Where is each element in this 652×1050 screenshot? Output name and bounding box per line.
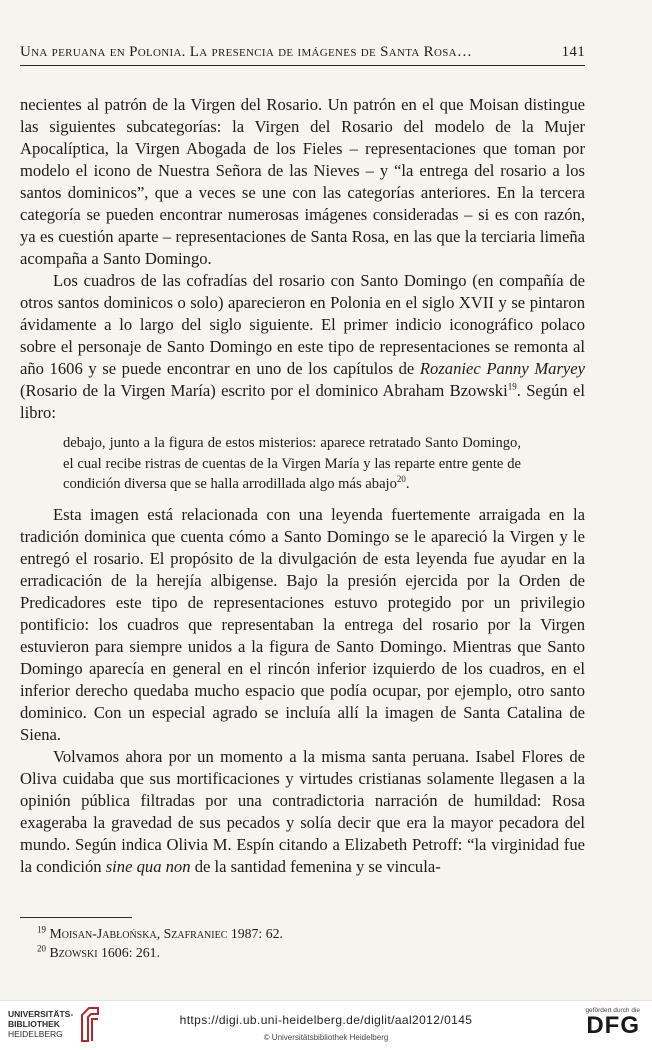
copyright: © Universitätsbibliothek Heidelberg bbox=[263, 1033, 389, 1042]
paragraph-2-text-b: (Rosario de la Virgen María) escrito por el dominico Abraham Bzowski bbox=[20, 381, 508, 400]
page-number: 141 bbox=[561, 44, 585, 60]
footnote-20 bbox=[37, 943, 283, 962]
footnote-rule bbox=[20, 917, 132, 918]
quote-end: . bbox=[405, 476, 410, 492]
main-text bbox=[20, 94, 585, 878]
block-quote bbox=[63, 433, 521, 495]
running-header bbox=[20, 44, 585, 61]
paragraph-1: necientes al patrón de la Virgen del Rosario. Un patrón en el que Moisan distingue las siguientes subcategorías: la Virgen del Rosario del modelo de la Mujer Apocalíptica, la Virgen Abogada de los Fieles – representaciones que toman por modelo el icono de Nuestra Señora de las Nieves – y “la entrega del rosario a los santos dominicos”, que a veces se une con las categorías anteriores. En la tercera categoría se pueden encontrar numerosas imágenes consideradas – si es con razón, ya es cuestión aparte – representaciones de Santa Rosa, en las que la terciaria limeña acompaña a Santo Domingo. bbox=[20, 95, 585, 268]
dfg-mark: DFG bbox=[586, 1012, 640, 1039]
header-rule bbox=[20, 65, 585, 66]
footnote-author: Moisan-Jabłońska, Szafraniec bbox=[49, 926, 228, 941]
paragraph-4 bbox=[20, 746, 585, 878]
footnote-ref-19[interactable]: 19 bbox=[507, 381, 517, 392]
footnotes bbox=[37, 924, 283, 962]
footnote-reference: 1987: 62. bbox=[227, 926, 283, 941]
paragraph-4-text: Volvamos ahora por un momento a la misma santa peruana. Isabel Flores de Oliva cuidaba que sus mortificaciones y virtudes cristianas solamente llegasen a la opinión pública filtradas por una contradictoria narración de humildad: Rosa exageraba la gravedad de sus pecados y solía decir que era la mayor pecadora del mundo. Según indica Olivia M. Espín citando a Elizabeth Petroff: “la virginidad fue la condición bbox=[20, 746, 585, 876]
footnote-19 bbox=[37, 924, 283, 943]
permalink[interactable]: https://digi.ub.uni-heidelberg.de/diglit/aal2012/0145 bbox=[179, 1013, 473, 1027]
footnote-number: 19 bbox=[37, 924, 46, 935]
digitization-footer bbox=[0, 1000, 652, 1050]
footnote-number: 20 bbox=[37, 943, 46, 954]
footnote-author: Bzowski bbox=[49, 945, 98, 960]
paragraph-3: Esta imagen está relacionada con una leyenda fuertemente arraigada en la tradición dominica que cuenta cómo a Santo Domingo se le apareció la Virgen y le entregó el rosario. El propósito de la divulgación de esta leyenda fue ayudar en la erradicación de la herejía albigense. Bajo la presión ejercida por la Orden de Predicadores este tipo de representaciones estuvo protegido por un privilegio pontificio: los cuadros que representaban la entrega del rosario por la Virgen estuvieron para siempre unidos a la figura de Santo Domingo. Mientras que Santo Domingo aparecía en general en el rincón inferior izquierdo de los cuadros, en el inferior derecho quedaba mucho espacio que podía ocupar, por ejemplo, otro santo dominico. Con un especial agrado se incluía allí la imagen de Santa Catalina de Siena. bbox=[20, 504, 585, 744]
funder-note: gefördert durch die bbox=[585, 1007, 640, 1014]
book-title: Rozaniec Panny Maryey bbox=[419, 359, 585, 378]
running-title: Una peruana en Polonia. La presencia de imágenes de Santa Rosa… bbox=[20, 44, 473, 60]
paragraph-4-text-b: de la santidad femenina y se vincula- bbox=[194, 856, 441, 876]
footnote-reference: 1606: 261. bbox=[97, 945, 161, 960]
paragraph-2-text-c: . Según el libro: bbox=[20, 381, 586, 422]
quote-text: debajo, junto a la figura de estos misterios: aparece retratado Santo Domingo, el cual recibe ristras de cuentas de la Virgen María y las reparte entre gente de condición diversa que se halla arrodillada algo más abajo bbox=[63, 435, 521, 492]
footnote-ref-20[interactable]: 20 bbox=[396, 474, 406, 485]
dfg-logo[interactable] bbox=[585, 1007, 640, 1038]
paragraph-2-text: Los cuadros de las cofradías del rosario con Santo Domingo (en compañía de otros santos dominicos o solo) aparecieron en Polonia en el siglo XVII y se pintaron ávidamente a lo largo del siglo siguiente. El primer indicio iconográfico polaco sobre el personaje de Santo Domingo en este tipo de representaciones se remonta al año 1606 y se puede encontrar en uno de los capítulos de bbox=[20, 271, 585, 378]
library-line-1: UNIVERSITÄTS- bbox=[8, 1009, 74, 1019]
paragraph-2 bbox=[20, 270, 585, 424]
latin-phrase: sine qua non bbox=[105, 856, 191, 876]
library-line-3: HEIDELBERG bbox=[8, 1029, 63, 1039]
library-line-2: BIBLIOTHEK bbox=[8, 1019, 60, 1029]
